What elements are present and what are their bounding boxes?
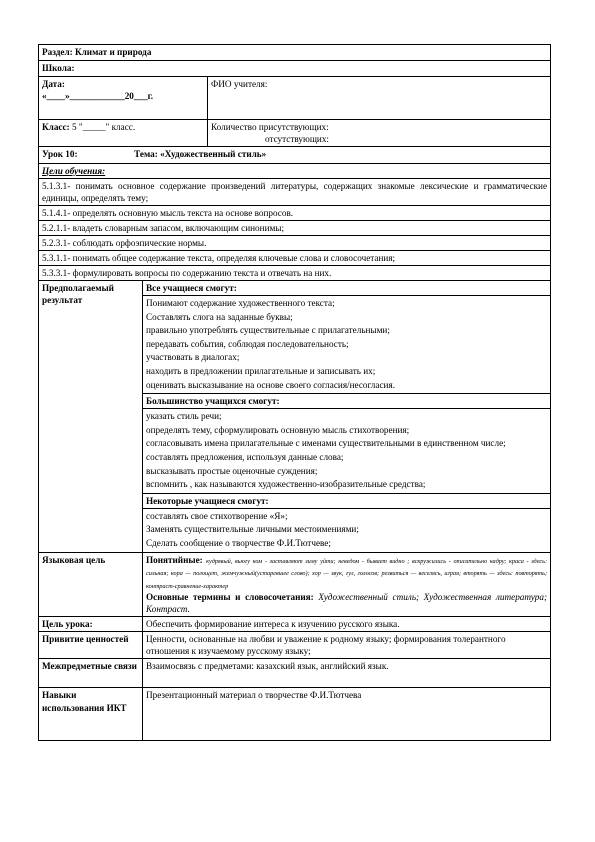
date-row — [39, 77, 551, 120]
date-label: Дата: — [42, 79, 65, 89]
ict-text: Презентационный материал о творчестве Ф.И.Тютчева — [143, 688, 551, 741]
goal-item: 5.2.1.1- владеть словарным запасом, включающим синонимы; — [39, 221, 551, 236]
goal-row — [39, 266, 551, 281]
ict-label: Навыки использования ИКТ — [39, 688, 143, 741]
goal-row — [39, 221, 551, 236]
most-item: определять тему, сформулировать основную мысль стихотворения; — [146, 424, 410, 435]
ict-row — [39, 688, 551, 741]
school-label: Школа: — [39, 61, 551, 77]
lesson-goal-label: Цель урока: — [39, 617, 143, 632]
most-students-title: Большинство учащихся смогут: — [143, 394, 550, 409]
lesson-plan-page — [38, 44, 550, 741]
section-value: Климат и природа — [74, 47, 152, 57]
goal-item: 5.3.1.1- понимать общее содержание текста, определяя ключевые слова и словосочетания; — [39, 251, 551, 266]
goal-row — [39, 236, 551, 251]
all-item: Понимают содержание художественного текста; — [146, 298, 335, 308]
goals-title: Цели обучения: — [39, 164, 551, 179]
expected-label: Предполагаемый результат — [39, 281, 143, 553]
section-label: Раздел: — [42, 47, 73, 57]
lesson-label: Урок 10: — [42, 149, 78, 159]
values-label: Привитие ценностей — [39, 632, 143, 659]
expected-row — [39, 281, 551, 553]
all-item: Составлять слога на заданные буквы; — [146, 311, 293, 322]
links-text: Взаимосвязь с предметами: казахский язык, английский язык. — [143, 659, 551, 688]
values-text: Ценности, основанные на любви и уважение к родному языку; формирования толерантного отношения к изучаемому русскому языку; — [143, 632, 551, 659]
absent-label: отсутствующих: — [265, 134, 329, 144]
lesson-goal-row — [39, 617, 551, 632]
language-label: Языковая цель — [39, 552, 143, 617]
section-row — [39, 45, 551, 61]
all-students-title: Все учащиеся смогут: — [143, 281, 550, 296]
date-line: «____»____________20___г. — [42, 91, 154, 101]
all-item: оценивать высказывание на основе своего согласия/несогласия. — [146, 379, 395, 390]
goal-item: 5.2.3.1- соблюдать орфоэпические нормы. — [39, 236, 551, 251]
most-item: высказывать простые оценочные суждения; — [146, 465, 318, 476]
all-item: правильно употреблять существительные с прилагательными; — [146, 325, 390, 336]
lesson-row — [39, 147, 551, 164]
concepts-text: кудрявый, вьюгу ком - заставляют зиму уйти; неведом - бывает видно ; вскружились - описательно кадру; краса - здесь: сильная; кора — полощет, жемчужный(устаревшее слово); хор — звук, гул, голосов; резвиться — веселясь, играя; вторять — здесь: повторять; контраст-сравнение-характер — [146, 557, 548, 590]
goal-row — [39, 179, 551, 206]
values-row — [39, 632, 551, 659]
concepts-label: Понятийные: — [146, 554, 203, 565]
present-label: Количество присутствующих: — [211, 122, 329, 132]
most-item: согласовывать имена прилагательные с именами существительными в единственном числе; — [146, 438, 506, 449]
some-students-title: Некоторые учащиеся смогут: — [143, 494, 550, 509]
class-label: Класс: — [42, 122, 70, 132]
lesson-goal-text: Обеспечить формирование интереса к изучению русского языка. — [143, 617, 551, 632]
goal-item: 5.1.4.1- определять основную мысль текста на основе вопросов. — [39, 206, 551, 221]
goal-item: 5.1.3.1- понимать основное содержание произведений литературы, содержащих знакомые лексические и грамматические единицы, определять тему; — [39, 179, 551, 206]
goal-row — [39, 251, 551, 266]
some-item: составлять свое стихотворение «Я»; — [146, 510, 288, 521]
all-item: передавать события, соблюдая последовательность; — [146, 338, 349, 349]
school-row — [39, 61, 551, 77]
some-item: Сделать сообщение о творчестве Ф.И.Тютчеве; — [146, 537, 331, 548]
most-item: указать стиль речи; — [146, 411, 222, 422]
terms-text: Художественный стиль; Художественная литература; Контраст. — [146, 592, 548, 614]
some-item: Заменять существительные личными местоимениями; — [146, 524, 359, 535]
goals-title-row — [39, 164, 551, 179]
lesson-plan-table — [38, 44, 551, 741]
topic-label: Тема: — [134, 149, 158, 159]
links-label: Межпредметные связи — [39, 659, 143, 688]
topic-value: «Художественный стиль» — [160, 149, 267, 159]
goal-item: 5.3.3.1- формулировать вопросы по содержанию текста и отвечать на них. — [39, 266, 551, 281]
all-item: участвовать в диалогах; — [146, 352, 240, 363]
teacher-label: ФИО учителя: — [208, 77, 551, 120]
class-row — [39, 120, 551, 147]
terms-label: Основные термины и словосочетания: — [146, 592, 314, 602]
class-value: 5 "_____" класс. — [71, 122, 136, 132]
language-row — [39, 552, 551, 617]
most-item: вспомнить , как называются художественно-изобразительные средства; — [146, 479, 426, 490]
links-row — [39, 659, 551, 688]
goal-row — [39, 206, 551, 221]
all-item: находить в предложении прилагательные и записывать их; — [146, 365, 376, 376]
most-item: составлять предложения, используя данные слова; — [146, 451, 344, 462]
